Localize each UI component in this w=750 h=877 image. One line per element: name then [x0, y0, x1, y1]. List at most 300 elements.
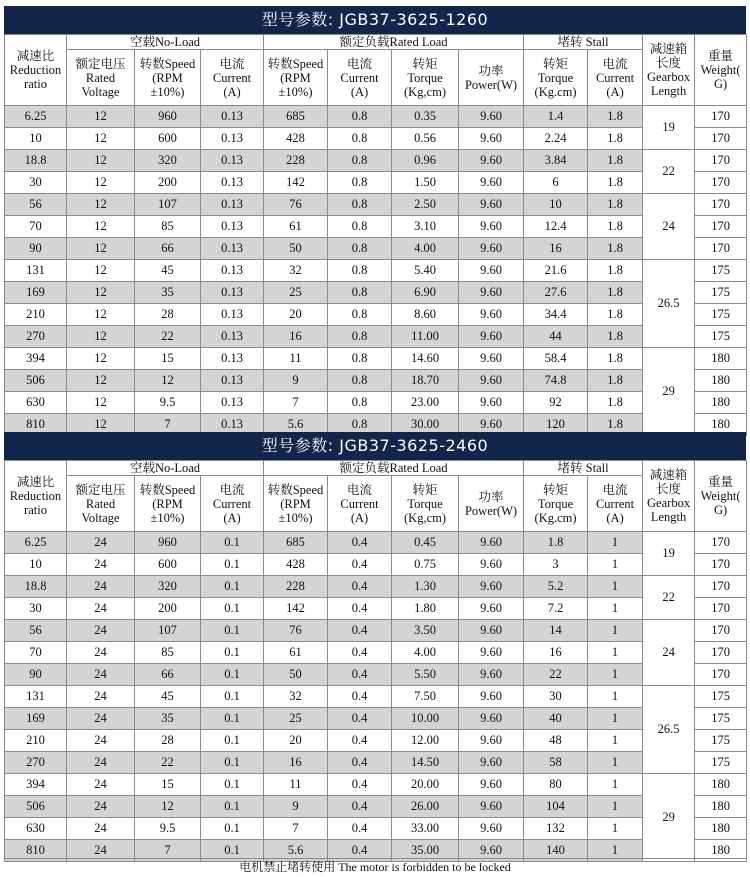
table-row — [5, 194, 747, 216]
gearbox-length-cell: 19 — [643, 532, 695, 576]
table-cell: 9.60 — [459, 216, 524, 238]
table-cell: 428 — [264, 128, 328, 150]
table-cell: 35 — [135, 282, 201, 304]
gearbox-length-header: 减速箱 长度 Gearbox Length — [643, 461, 695, 532]
stall-header: 堵转 Stall — [524, 461, 643, 476]
table-row — [5, 686, 747, 708]
table-cell: 1.8 — [588, 238, 643, 260]
table-cell: 0.56 — [392, 128, 459, 150]
table-cell: 0.1 — [201, 576, 264, 598]
table-cell: 12.00 — [392, 730, 459, 752]
table-row — [5, 370, 747, 392]
table-cell: 1.8 — [588, 348, 643, 370]
table-cell: 35 — [135, 708, 201, 730]
weight-cell: 170 — [695, 194, 747, 216]
gearbox-length-cell: 29 — [643, 774, 695, 862]
table-cell: 0.4 — [328, 840, 392, 862]
table-cell: 56 — [5, 620, 67, 642]
table-cell: 6.25 — [5, 106, 67, 128]
weight-cell: 170 — [695, 554, 747, 576]
table-cell: 169 — [5, 282, 67, 304]
table-cell: 1 — [588, 730, 643, 752]
table-cell: 9.60 — [459, 730, 524, 752]
table-row — [5, 708, 747, 730]
table-cell: 27.6 — [524, 282, 588, 304]
table-cell: 9.60 — [459, 576, 524, 598]
table-row — [5, 348, 747, 370]
table-cell: 76 — [264, 194, 328, 216]
table-cell: 0.96 — [392, 150, 459, 172]
table-cell: 28 — [135, 730, 201, 752]
stall-header: 堵转 Stall — [524, 35, 643, 50]
table-cell: 9.60 — [459, 598, 524, 620]
table-cell: 1 — [588, 796, 643, 818]
table-cell: 131 — [5, 260, 67, 282]
weight-cell: 180 — [695, 796, 747, 818]
table-cell: 9.60 — [459, 664, 524, 686]
weight-cell: 175 — [695, 730, 747, 752]
table-cell: 0.8 — [328, 304, 392, 326]
table-cell: 0.1 — [201, 532, 264, 554]
table-cell: 0.13 — [201, 150, 264, 172]
table-cell: 16 — [264, 752, 328, 774]
table-cell: 0.4 — [328, 752, 392, 774]
table-cell: 18.70 — [392, 370, 459, 392]
weight-cell: 170 — [695, 576, 747, 598]
weight-cell: 170 — [695, 620, 747, 642]
table-cell: 92 — [524, 392, 588, 414]
table-cell: 228 — [264, 150, 328, 172]
table-cell: 0.8 — [328, 370, 392, 392]
table-cell: 0.4 — [328, 818, 392, 840]
table-cell: 9.60 — [459, 642, 524, 664]
table-body — [5, 106, 747, 436]
table-cell: 1.8 — [588, 128, 643, 150]
table-cell: 12 — [135, 796, 201, 818]
table-cell: 9.60 — [459, 106, 524, 128]
gearbox-length-cell: 22 — [643, 150, 695, 194]
table-cell: 58 — [524, 752, 588, 774]
table-cell: 9.60 — [459, 260, 524, 282]
table-cell: 9.60 — [459, 392, 524, 414]
table-cell: 0.4 — [328, 598, 392, 620]
table-cell: 20 — [264, 304, 328, 326]
table-cell: 5.6 — [264, 414, 328, 436]
table-cell: 14.60 — [392, 348, 459, 370]
table-cell: 70 — [5, 216, 67, 238]
table-cell: 30 — [5, 598, 67, 620]
weight-header: 重量 Weight( G) — [695, 461, 747, 532]
table-cell: 0.13 — [201, 348, 264, 370]
table-row — [5, 106, 747, 128]
table-cell: 9.5 — [135, 392, 201, 414]
table-cell: 18.8 — [5, 576, 67, 598]
table-cell: 90 — [5, 664, 67, 686]
table-cell: 9.60 — [459, 818, 524, 840]
table-cell: 506 — [5, 796, 67, 818]
table-row — [5, 730, 747, 752]
table-cell: 1.8 — [588, 106, 643, 128]
table-cell: 1 — [588, 598, 643, 620]
table-cell: 107 — [135, 194, 201, 216]
table-row — [5, 642, 747, 664]
power-header: 功率 Power(W) — [459, 476, 524, 532]
table-cell: 7 — [135, 414, 201, 436]
table-cell: 0.4 — [328, 664, 392, 686]
gearbox-length-header: 减速箱 长度 Gearbox Length — [643, 35, 695, 106]
table-cell: 0.13 — [201, 392, 264, 414]
table-cell: 1.8 — [524, 532, 588, 554]
table-cell: 9 — [264, 796, 328, 818]
weight-cell: 175 — [695, 282, 747, 304]
table-cell: 35.00 — [392, 840, 459, 862]
table-cell: 320 — [135, 576, 201, 598]
table-cell: 12 — [67, 260, 135, 282]
table-cell: 630 — [5, 818, 67, 840]
table-cell: 7 — [264, 392, 328, 414]
table-body — [5, 532, 747, 862]
rated-voltage-header: 额定电压 Rated Voltage — [67, 476, 135, 532]
table-cell: 30 — [524, 686, 588, 708]
table-cell: 76 — [264, 620, 328, 642]
table-cell: 24 — [67, 796, 135, 818]
table-cell: 24 — [67, 840, 135, 862]
weight-cell: 175 — [695, 260, 747, 282]
table-cell: 11 — [264, 774, 328, 796]
gearbox-length-cell: 26.5 — [643, 686, 695, 774]
table-row — [5, 532, 747, 554]
table-cell: 12 — [67, 238, 135, 260]
stall-torque-header: 转矩 Torque (Kg.cm) — [524, 476, 588, 532]
rated-voltage-header: 额定电压 Rated Voltage — [67, 50, 135, 106]
table-cell: 1.30 — [392, 576, 459, 598]
weight-cell: 180 — [695, 840, 747, 862]
table-cell: 0.4 — [328, 708, 392, 730]
table-cell: 120 — [524, 414, 588, 436]
load-speed-header: 转数Speed (RPM ±10%) — [264, 476, 328, 532]
table-row — [5, 282, 747, 304]
table-cell: 34.4 — [524, 304, 588, 326]
table-cell: 7 — [264, 818, 328, 840]
table-cell: 0.4 — [328, 620, 392, 642]
table-cell: 0.13 — [201, 216, 264, 238]
table-cell: 12 — [67, 150, 135, 172]
table-cell: 20 — [264, 730, 328, 752]
table-cell: 1 — [588, 708, 643, 730]
table-cell: 61 — [264, 642, 328, 664]
table-cell: 21.6 — [524, 260, 588, 282]
table-cell: 1.8 — [588, 370, 643, 392]
table-cell: 12 — [67, 172, 135, 194]
table-cell: 1 — [588, 532, 643, 554]
no-load-header: 空载No-Load — [67, 35, 264, 50]
gearbox-length-cell: 24 — [643, 194, 695, 260]
table-cell: 1 — [588, 620, 643, 642]
table-cell: 6.25 — [5, 532, 67, 554]
table-cell: 5.2 — [524, 576, 588, 598]
load-torque-header: 转矩 Torque (Kg,cm) — [392, 476, 459, 532]
weight-cell: 170 — [695, 532, 747, 554]
table-cell: 11.00 — [392, 326, 459, 348]
table-cell: 9.60 — [459, 708, 524, 730]
noload-speed-header: 转数Speed (RPM ±10%) — [135, 50, 201, 106]
table-cell: 12 — [67, 304, 135, 326]
table-cell: 0.8 — [328, 238, 392, 260]
table-cell: 0.1 — [201, 840, 264, 862]
table-cell: 0.13 — [201, 260, 264, 282]
table-cell: 22 — [135, 752, 201, 774]
table-cell: 25 — [264, 282, 328, 304]
table-cell: 810 — [5, 840, 67, 862]
table-cell: 15 — [135, 348, 201, 370]
table-cell: 9 — [264, 370, 328, 392]
table-cell: 200 — [135, 598, 201, 620]
table-cell: 5.40 — [392, 260, 459, 282]
table-cell: 9.60 — [459, 554, 524, 576]
table-cell: 16 — [524, 238, 588, 260]
table-cell: 0.1 — [201, 796, 264, 818]
table-cell: 22 — [135, 326, 201, 348]
table-cell: 210 — [5, 730, 67, 752]
table-cell: 80 — [524, 774, 588, 796]
rated-load-header: 额定负载Rated Load — [264, 461, 524, 476]
table-cell: 48 — [524, 730, 588, 752]
table-cell: 24 — [67, 554, 135, 576]
table-cell: 960 — [135, 532, 201, 554]
table-cell: 24 — [67, 642, 135, 664]
table-cell: 33.00 — [392, 818, 459, 840]
table-cell: 74.8 — [524, 370, 588, 392]
table-cell: 0.13 — [201, 238, 264, 260]
table-cell: 4.00 — [392, 642, 459, 664]
table-cell: 0.13 — [201, 370, 264, 392]
table-cell: 0.8 — [328, 326, 392, 348]
table-cell: 0.4 — [328, 554, 392, 576]
table-cell: 1.8 — [588, 282, 643, 304]
table-cell: 9.60 — [459, 414, 524, 436]
table-row — [5, 796, 747, 818]
table-row — [5, 576, 747, 598]
table-cell: 1.8 — [588, 392, 643, 414]
table-row — [5, 598, 747, 620]
table-cell: 20.00 — [392, 774, 459, 796]
table-cell: 66 — [135, 664, 201, 686]
table-cell: 0.8 — [328, 392, 392, 414]
table-row — [5, 128, 747, 150]
table-cell: 9.60 — [459, 840, 524, 862]
table-cell: 32 — [264, 260, 328, 282]
spec-table-block-12v — [4, 6, 746, 436]
table-cell: 1 — [588, 752, 643, 774]
table-cell: 12 — [67, 128, 135, 150]
table-cell: 24 — [67, 686, 135, 708]
weight-cell: 170 — [695, 106, 747, 128]
weight-cell: 175 — [695, 326, 747, 348]
load-current-header: 电流 Current (A) — [328, 50, 392, 106]
table-row — [5, 216, 747, 238]
table-cell: 394 — [5, 348, 67, 370]
table-cell: 50 — [264, 238, 328, 260]
table-cell: 9.5 — [135, 818, 201, 840]
table-cell: 1.8 — [588, 260, 643, 282]
table-cell: 6 — [524, 172, 588, 194]
table-cell: 40 — [524, 708, 588, 730]
table-cell: 24 — [67, 752, 135, 774]
table-cell: 30 — [5, 172, 67, 194]
table-cell: 7.2 — [524, 598, 588, 620]
table-cell: 1.80 — [392, 598, 459, 620]
table-cell: 12 — [67, 348, 135, 370]
table-cell: 0.13 — [201, 128, 264, 150]
table-cell: 428 — [264, 554, 328, 576]
table-cell: 0.35 — [392, 106, 459, 128]
table-cell: 15 — [135, 774, 201, 796]
table-cell: 24 — [67, 730, 135, 752]
table-cell: 12 — [67, 194, 135, 216]
table-cell: 0.8 — [328, 414, 392, 436]
table-cell: 9.60 — [459, 128, 524, 150]
gearbox-length-cell: 24 — [643, 620, 695, 686]
table-cell: 131 — [5, 686, 67, 708]
table-cell: 85 — [135, 642, 201, 664]
table-cell: 22 — [524, 664, 588, 686]
table-cell: 1.8 — [588, 304, 643, 326]
table-cell: 0.13 — [201, 172, 264, 194]
table-cell: 1.8 — [588, 326, 643, 348]
table-cell: 12 — [67, 326, 135, 348]
table-cell: 9.60 — [459, 150, 524, 172]
table-cell: 0.1 — [201, 642, 264, 664]
table-row — [5, 392, 747, 414]
table-cell: 14 — [524, 620, 588, 642]
table-row — [5, 260, 747, 282]
table-cell: 28 — [135, 304, 201, 326]
weight-cell: 180 — [695, 818, 747, 840]
gearbox-length-cell: 26.5 — [643, 260, 695, 348]
spec-table — [4, 460, 747, 862]
table-row — [5, 620, 747, 642]
table-cell: 12 — [67, 370, 135, 392]
weight-cell: 170 — [695, 172, 747, 194]
table-cell: 24 — [67, 708, 135, 730]
weight-cell: 180 — [695, 774, 747, 796]
table-cell: 0.8 — [328, 216, 392, 238]
table-cell: 6.90 — [392, 282, 459, 304]
table-cell: 3.50 — [392, 620, 459, 642]
table-cell: 1 — [588, 774, 643, 796]
reduction-ratio-header: 减速比 Reduction ratio — [5, 461, 67, 532]
table-cell: 12 — [67, 216, 135, 238]
table-row — [5, 752, 747, 774]
weight-cell: 180 — [695, 370, 747, 392]
table-cell: 5.50 — [392, 664, 459, 686]
table-cell: 50 — [264, 664, 328, 686]
weight-cell: 175 — [695, 686, 747, 708]
table-cell: 24 — [67, 664, 135, 686]
table-cell: 9.60 — [459, 686, 524, 708]
gearbox-length-cell: 29 — [643, 348, 695, 436]
table-cell: 0.8 — [328, 282, 392, 304]
table-cell: 9.60 — [459, 238, 524, 260]
table-cell: 0.8 — [328, 194, 392, 216]
weight-cell: 180 — [695, 392, 747, 414]
table-cell: 685 — [264, 532, 328, 554]
table-cell: 32 — [264, 686, 328, 708]
table-cell: 1.8 — [588, 414, 643, 436]
table-cell: 0.1 — [201, 774, 264, 796]
table-cell: 58.4 — [524, 348, 588, 370]
table-cell: 0.8 — [328, 106, 392, 128]
table-cell: 26.00 — [392, 796, 459, 818]
noload-speed-header: 转数Speed (RPM ±10%) — [135, 476, 201, 532]
table-cell: 10 — [5, 554, 67, 576]
table-cell: 0.45 — [392, 532, 459, 554]
table-cell: 5.6 — [264, 840, 328, 862]
table-cell: 9.60 — [459, 348, 524, 370]
table-cell: 0.75 — [392, 554, 459, 576]
weight-cell: 175 — [695, 304, 747, 326]
table-cell: 1.4 — [524, 106, 588, 128]
noload-current-header: 电流 Current (A) — [201, 476, 264, 532]
table-cell: 0.4 — [328, 642, 392, 664]
weight-header: 重量 Weight( G) — [695, 35, 747, 106]
power-header: 功率 Power(W) — [459, 50, 524, 106]
table-cell: 9.60 — [459, 620, 524, 642]
table-row — [5, 238, 747, 260]
table-cell: 142 — [264, 598, 328, 620]
table-row — [5, 172, 747, 194]
table-cell: 210 — [5, 304, 67, 326]
table-cell: 10.00 — [392, 708, 459, 730]
table-cell: 0.1 — [201, 620, 264, 642]
weight-cell: 175 — [695, 708, 747, 730]
table-cell: 45 — [135, 686, 201, 708]
table-cell: 1 — [588, 686, 643, 708]
reduction-ratio-header: 减速比 Reduction ratio — [5, 35, 67, 106]
load-speed-header: 转数Speed (RPM ±10%) — [264, 50, 328, 106]
table-cell: 25 — [264, 708, 328, 730]
weight-cell: 180 — [695, 348, 747, 370]
table-cell: 3 — [524, 554, 588, 576]
table-cell: 44 — [524, 326, 588, 348]
weight-cell: 170 — [695, 150, 747, 172]
table-cell: 16 — [264, 326, 328, 348]
table-cell: 270 — [5, 326, 67, 348]
table-cell: 0.13 — [201, 414, 264, 436]
table-cell: 0.1 — [201, 708, 264, 730]
table-cell: 0.8 — [328, 128, 392, 150]
table-cell: 7.50 — [392, 686, 459, 708]
table-cell: 0.13 — [201, 194, 264, 216]
table-cell: 12.4 — [524, 216, 588, 238]
stall-current-header: 电流 Current (A) — [588, 50, 643, 106]
table-cell: 9.60 — [459, 796, 524, 818]
table-cell: 0.13 — [201, 304, 264, 326]
stall-current-header: 电流 Current (A) — [588, 476, 643, 532]
weight-cell: 180 — [695, 414, 747, 436]
table-cell: 24 — [67, 532, 135, 554]
load-current-header: 电流 Current (A) — [328, 476, 392, 532]
stall-torque-header: 转矩 Torque (Kg.cm) — [524, 50, 588, 106]
table-cell: 1.50 — [392, 172, 459, 194]
spec-table — [4, 34, 747, 436]
table-cell: 0.8 — [328, 260, 392, 282]
table-cell: 9.60 — [459, 774, 524, 796]
table-cell: 14.50 — [392, 752, 459, 774]
table-cell: 11 — [264, 348, 328, 370]
table-row — [5, 818, 747, 840]
table-cell: 600 — [135, 554, 201, 576]
